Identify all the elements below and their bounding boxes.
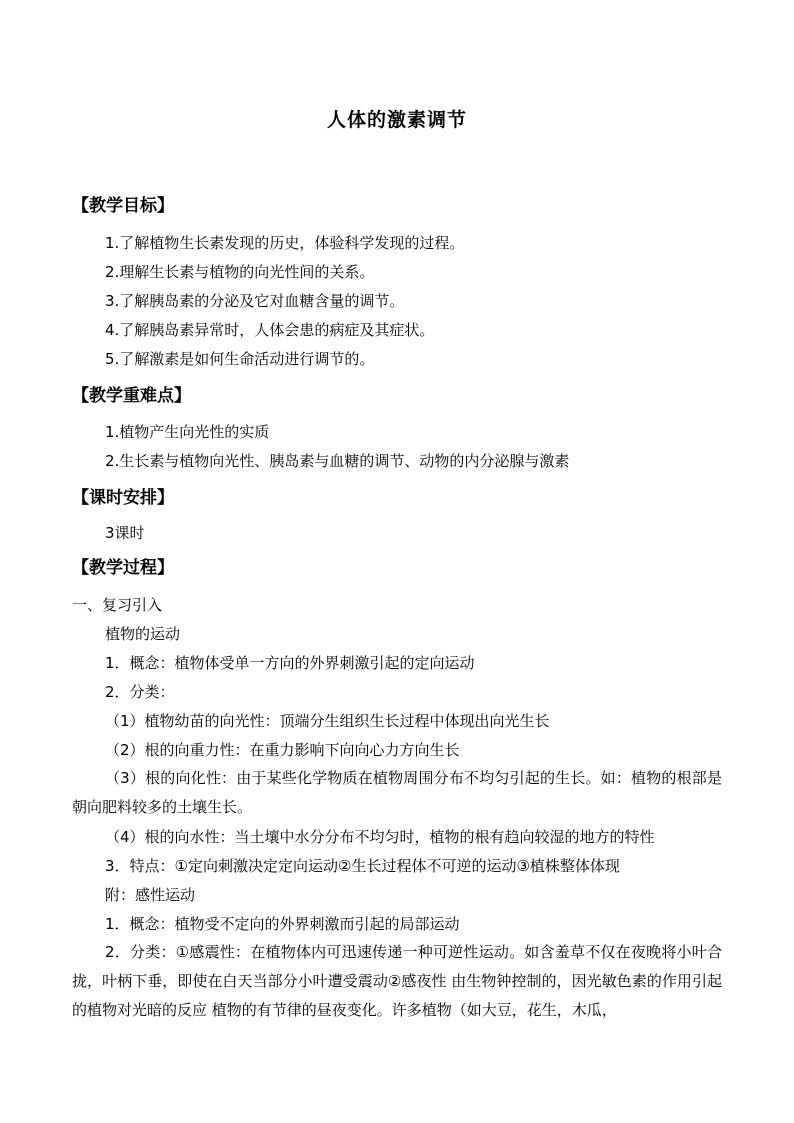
type-item: （4）根的向水性：当土壤中水分分布不均匀时，植物的根有趋向较湿的地方的特性	[105, 828, 655, 846]
key-point-item: 1.植物产生向光性的实质	[105, 423, 270, 441]
key-point-item: 2.生长素与植物向光性、胰岛素与血糖的调节、动物的内分泌腺与激素	[105, 452, 570, 470]
schedule-heading: 【课时安排】	[72, 488, 174, 508]
type-item-paragraph: （3）根的向化性：由于某些化学物质在植物周围分布不均匀引起的生长。如：植物的根部是朝向肥料较多的土壤生长。	[72, 769, 722, 816]
type-item: （2）根的向重力性：在重力影响下向向心力方向生长	[105, 741, 460, 759]
concept-line: 1．概念：植物体受单一方向的外界刺激引起的定向运动	[105, 654, 475, 672]
section-subtitle: 植物的运动	[105, 625, 181, 643]
appendix-concept: 1．概念：植物受不定向的外界刺激而引起的局部运动	[105, 915, 460, 933]
appendix-title: 附：感性运动	[105, 886, 196, 904]
goal-item: 4.了解胰岛素异常时，人体会患的病症及其症状。	[105, 321, 435, 339]
appendix-classification-paragraph: 2．分类：①感震性：在植物体内可迅速传递一种可逆性运动。如含羞草不仅在夜晚将小叶合拢，叶柄下垂，即使在白天当部分小叶遭受震动②感夜性 由生物钟控制的，因光敏色素的作用引起的植物对光暗的反应 植物的有节律的昼夜变化。许多植物（如大豆，花生，木瓜，	[72, 943, 722, 1019]
goal-item: 1.了解植物生长素发现的历史，体验科学发现的过程。	[105, 234, 465, 252]
goal-item: 3.了解胰岛素的分泌及它对血糖含量的调节。	[105, 292, 405, 310]
classification-line: 2．分类：	[105, 683, 175, 701]
process-heading: 【教学过程】	[72, 558, 174, 578]
goal-item: 2.理解生长素与植物的向光性间的关系。	[105, 263, 375, 281]
schedule-text: 3课时	[105, 524, 145, 542]
goal-item: 5.了解激素是如何生命活动进行调节的。	[105, 350, 375, 368]
page-title: 人体的激素调节	[326, 109, 467, 131]
type-item: （1）植物幼苗的向光性：顶端分生组织生长过程中体现出向光生长	[105, 712, 550, 730]
key-points-heading: 【教学重难点】	[72, 386, 191, 406]
goals-heading: 【教学目标】	[72, 196, 174, 216]
part1-title: 一、复习引入	[72, 596, 163, 614]
features-line: 3．特点：①定向刺激决定定向运动②生长过程体不可逆的运动③植株整体体现	[105, 857, 620, 875]
